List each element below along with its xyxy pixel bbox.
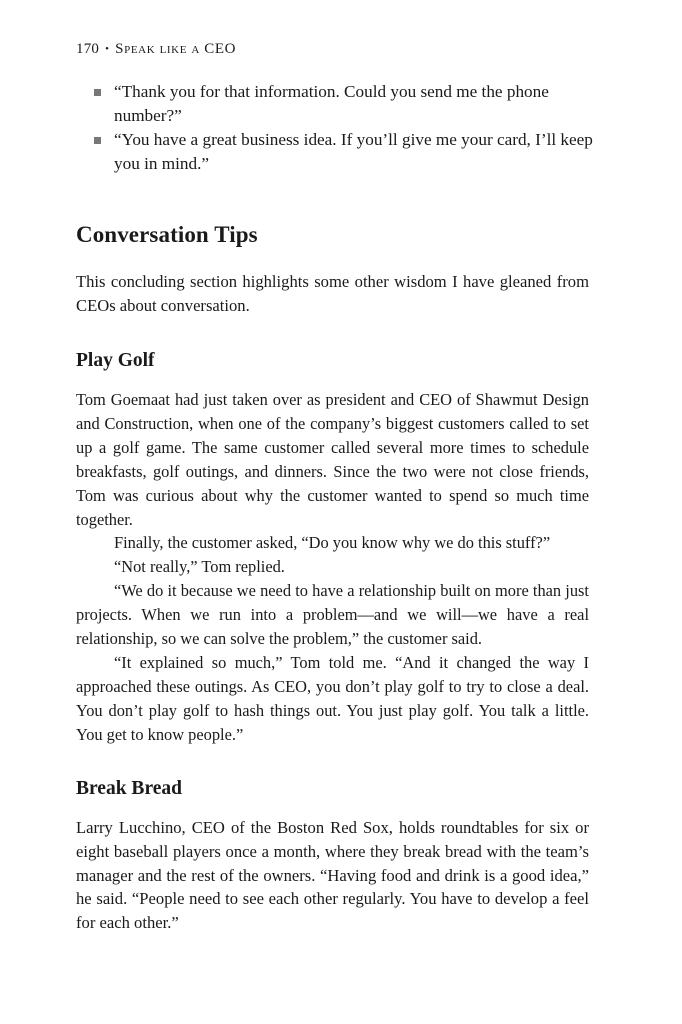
subheading-break-bread: Break Bread xyxy=(76,778,182,799)
paragraph: “It explained so much,” Tom told me. “And it changed the way I approached these outings. As CEO, you don’t play golf to try to close a deal. You don’t play golf to hash things out. You just play golf. You talk a little. You get to know people.” xyxy=(76,652,589,744)
book-title: Speak like a CEO xyxy=(115,41,237,57)
square-bullet-icon xyxy=(94,89,101,96)
paragraph: “We do it because we need to have a relationship built on more than just projects. When we run into a problem—and we will—we have a real relationship, so we can solve the problem,” the customer said. xyxy=(76,581,589,649)
bullet-list xyxy=(94,80,594,176)
break-bread-paragraph: Larry Lucchino, CEO of the Boston Red Sox, holds roundtables for six or eight baseball players once a month, where they break bread with the team’s manager and the rest of the owners. “Having food and drink is a good idea,” he said. “People need to see each other regularly. You have to develop a feel for each other.” xyxy=(76,818,589,933)
section-intro: This concluding section highlights some other wisdom I have gleaned from CEOs about conversation. xyxy=(76,272,589,315)
paragraph: Finally, the customer asked, “Do you know why we do this stuff?” xyxy=(114,533,551,553)
section-title: Conversation Tips xyxy=(76,222,258,247)
list-item xyxy=(94,128,594,176)
square-bullet-icon xyxy=(94,137,101,144)
subheading-play-golf: Play Golf xyxy=(76,350,155,371)
bullet-text: “Thank you for that information. Could you send me the phone number?” xyxy=(114,82,549,125)
bullet-text: “You have a great business idea. If you’ll give me your card, I’ll keep you in mind.” xyxy=(114,130,593,173)
page-number: 170 xyxy=(76,41,100,57)
running-head xyxy=(76,41,236,58)
play-golf-body xyxy=(76,388,589,747)
paragraph: “Not really,” Tom replied. xyxy=(114,557,285,577)
list-item xyxy=(94,80,594,128)
running-head-separator: • xyxy=(105,43,110,55)
paragraph: Tom Goemaat had just taken over as president and CEO of Shawmut Design and Construction, when one of the company’s biggest customers called to set up a golf game. The same customer called several more times to schedule breakfasts, golf outings, and dinners. Since the two were not close friends, Tom was curious about why the customer wanted to spend so much time together. xyxy=(76,390,589,529)
